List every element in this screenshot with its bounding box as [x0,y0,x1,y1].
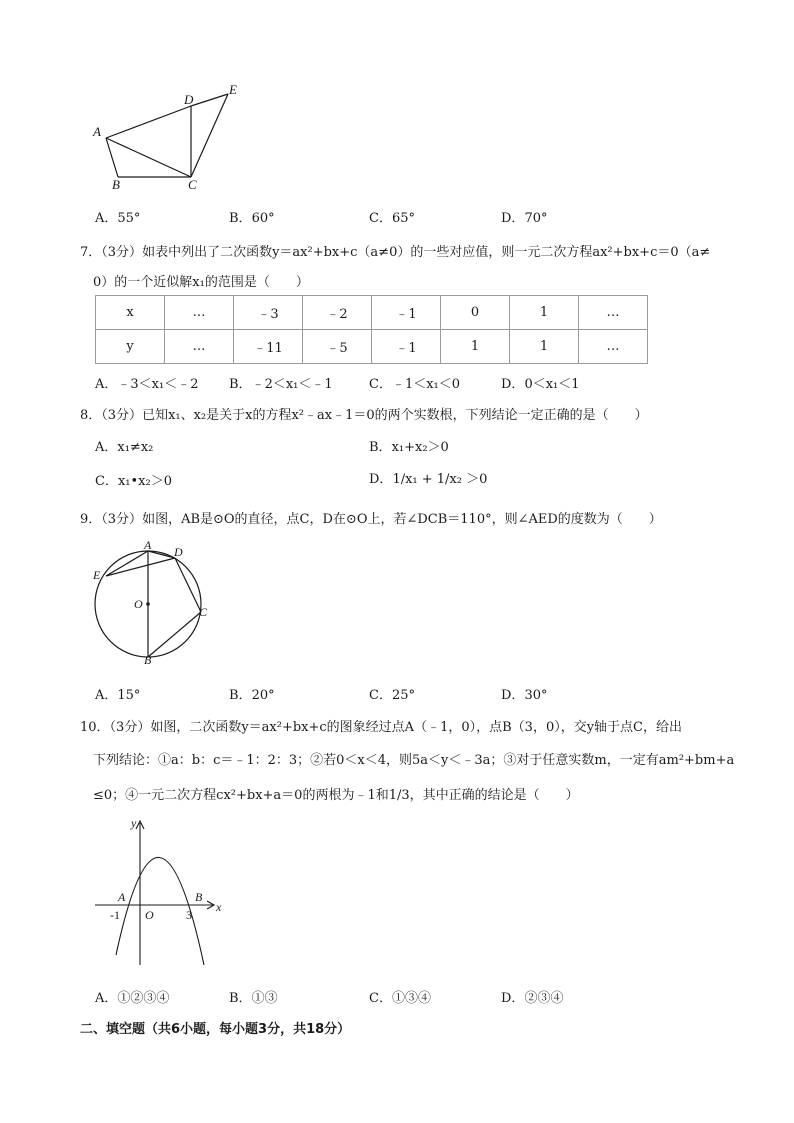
q10-option-a[interactable]: A．①②③④ [95,991,170,1006]
table-cell: y [96,330,165,364]
q6-label-d: D [184,92,194,107]
q9-stem: 9．（3分）如图，AB是⊙O的直径，点C，D在⊙O上，若∠DCB＝110°，则∠AED的度数为（ ） [80,512,662,527]
q6-label-c: C [188,177,197,192]
q8-option-c[interactable]: C．x₁•x₂＞0 [95,474,172,489]
q10-option-b[interactable]: B．①③ [229,991,278,1006]
q6-label-a: A [93,124,101,139]
table-cell: ﹣5 [303,330,372,364]
table-cell: … [579,296,648,330]
q9-label-c: C [199,605,208,619]
table-cell: 1 [510,330,579,364]
q10-stem-line1: 10．（3分）如图，二次函数y＝ax²+bx+c的图象经过点A（﹣1，0），点B（3，0），交y轴于点C，给出 [80,720,683,735]
q6-label-b: B [112,177,120,192]
table-cell: … [165,330,234,364]
q10-option-d[interactable]: D．②③④ [501,991,564,1006]
q8-option-d[interactable]: D．1/x₁ + 1/x₂ ＞0 [369,472,488,487]
q9-option-d[interactable]: D．30° [501,688,548,703]
q10-stem-line2: 下列结论：①a：b：c＝﹣1：2：3；②若0＜x＜4，则5a＜y＜﹣3a；③对于任意实数m，一定有am²+bm+a [93,753,735,768]
table-cell: ﹣3 [234,296,303,330]
q7-option-d[interactable]: D．0＜x₁＜1 [501,377,580,392]
table-cell: ﹣11 [234,330,303,364]
q6-option-d[interactable]: D．70° [501,211,548,226]
table-row [96,330,648,364]
q7-option-b[interactable]: B．﹣2＜x₁＜﹣1 [229,377,333,392]
q6-option-c[interactable]: C．65° [369,211,415,226]
table-cell: 0 [441,296,510,330]
q9-option-c[interactable]: C．25° [369,688,415,703]
q8-option-a[interactable]: A．x₁≠x₂ [95,440,154,455]
table-cell: x [96,296,165,330]
q7-option-a[interactable]: A．﹣3＜x₁＜﹣2 [95,377,199,392]
section-2-title: 二、填空题（共6小题，每小题3分，共18分） [80,1022,351,1037]
q8-option-b[interactable]: B．x₁+x₂＞0 [369,440,449,455]
q10-label-o: O [145,908,154,922]
q7-option-c[interactable]: C．﹣1＜x₁＜0 [369,377,461,392]
q6-label-e: E [229,82,237,97]
table-cell: … [579,330,648,364]
q7-value-table [95,295,648,364]
table-cell: ﹣1 [372,330,441,364]
q10-option-c[interactable]: C．①③④ [369,991,431,1006]
table-cell: … [165,296,234,330]
q10-tick-3: 3 [186,908,192,922]
q10-label-y: y [131,816,137,830]
q6-option-a[interactable]: A．55° [95,211,141,226]
q10-parabola-figure [88,815,238,970]
table-cell: 1 [510,296,579,330]
q7-stem-line1: 7．（3分）如表中列出了二次函数y＝ax²+bx+c（a≠0）的一些对应值，则一元二次方程ax²+bx+c＝0（a≠ [80,245,711,260]
q9-option-b[interactable]: B．20° [229,688,275,703]
q6-option-b[interactable]: B．60° [229,211,275,226]
q10-stem-line3: ≤0；④一元二次方程cx²+bx+a＝0的两根为﹣1和1/3，其中正确的结论是（ ） [93,788,579,803]
table-cell: 1 [441,330,510,364]
q8-stem: 8．（3分）已知x₁、x₂是关于x的方程x²﹣ax﹣1＝0的两个实数根，下列结论一定正确的是（ ） [80,408,648,423]
q9-circle-figure [88,536,218,666]
q9-label-b: B [144,653,152,666]
q6-figure [88,80,248,192]
table-cell: ﹣1 [372,296,441,330]
q10-tick-neg1: -1 [110,908,120,922]
table-cell: ﹣2 [303,296,372,330]
q10-label-x: x [216,900,222,914]
q10-label-a: A [118,890,126,904]
q9-option-a[interactable]: A．15° [95,688,141,703]
q9-label-e: E [93,568,101,582]
q9-label-d: D [174,545,183,559]
q9-label-a: A [144,538,152,552]
table-row [96,296,648,330]
q9-label-o: O [134,597,143,611]
q10-label-b: B [195,890,203,904]
q7-stem-line2: 0）的一个近似解x₁的范围是（ ） [93,275,309,290]
